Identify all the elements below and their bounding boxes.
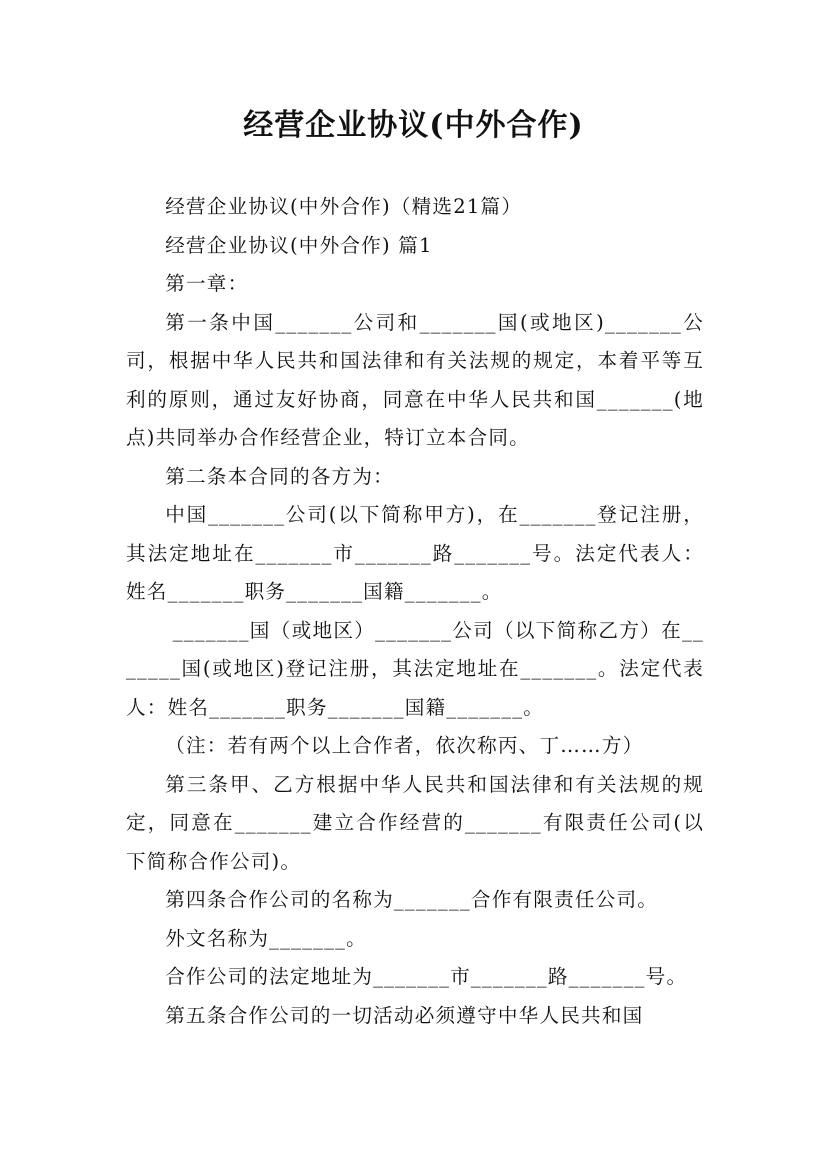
paragraph-note: （注：若有两个以上合作者，依次称丙、丁……方） (165, 734, 644, 757)
paragraph-article-5: 第五条合作公司的一切活动必须遵守中华人民共和国 (165, 1003, 644, 1027)
paragraph-article-1: 第一条中国_______公司和_______国(或地区)_______公司，根据中华人民共和国法律和有关法规的规定，本着平等互利的原则，通过友好协商，同意在中华人民共和国_______(地点)共同举办合作经营企业，特订立本合同。 (126, 310, 704, 449)
paragraph-article-3: 第三条甲、乙方根据中华人民共和国法律和有关法规的规定，同意在_______建立合作经营的_______有限责任公司(以下简称合作公司)。 (126, 772, 704, 873)
document-title: 经营企业协议(中外合作) (243, 108, 584, 143)
paragraph-article-4: 第四条合作公司的名称为_______合作有限责任公司。 (165, 888, 659, 911)
paragraph-chapter-heading: 第一章： (165, 272, 249, 295)
paragraph-party-a: 中国_______公司(以下简称甲方)，在_______登记注册，其法定地址在_______市_______路_______号。法定代表人：姓名_______职务_______国籍_______。 (126, 503, 704, 603)
paragraph-section-heading: 经营企业协议(中外合作) 篇1 (165, 233, 433, 257)
paragraph-legal-address: 合作公司的法定地址为_______市_______路_______号。 (165, 965, 688, 988)
paragraph-foreign-name: 外文名称为_______。 (165, 926, 367, 950)
paragraph-party-b: _______国（或地区）_______公司（以下简称乙方）在_______国(或地区)登记注册，其法定地址在_______。法定代表人：姓名_______职务_______国籍_______。 (126, 618, 704, 719)
paragraph-subtitle: 经营企业协议(中外合作)（精选21篇） (165, 195, 523, 218)
paragraph-article-2: 第二条本合同的各方为： (165, 464, 394, 488)
document-body (126, 188, 704, 1035)
